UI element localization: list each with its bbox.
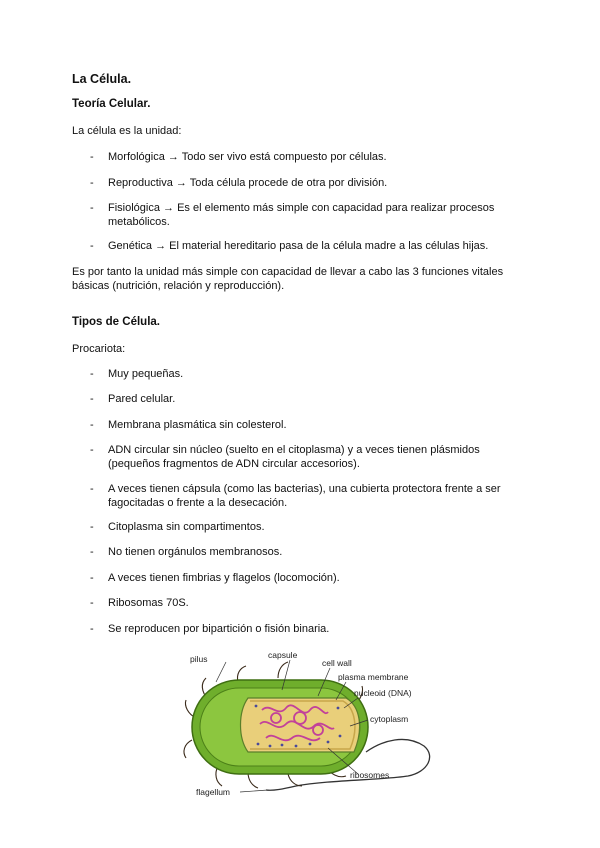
- list-marker: -: [90, 368, 94, 380]
- list-marker: -: [90, 521, 94, 533]
- section-heading-teoria: Teoría Celular.: [72, 98, 151, 110]
- label-flagellum: flagellum: [196, 787, 231, 797]
- list-item-text: Pared celular.: [108, 393, 176, 405]
- list-item-text: No tienen orgánulos membranosos.: [108, 546, 283, 558]
- list-marker: -: [90, 202, 94, 214]
- label-capsule: capsule: [268, 650, 298, 660]
- list-marker: -: [90, 393, 94, 405]
- label-ribosomes: ribosomes: [350, 770, 390, 780]
- list-marker: -: [90, 419, 94, 431]
- intro-text: La célula es la unidad:: [72, 125, 182, 137]
- list-marker: -: [90, 151, 94, 163]
- list-item-text: ADN circular sin núcleo (suelto en el citoplasma) y a veces tienen plásmidos (pequeños fragmentos de ADN circular accesorios).: [108, 444, 480, 470]
- list-item-text: Membrana plasmática sin colesterol.: [108, 419, 287, 431]
- label-nucleoid: nucleoid (DNA): [354, 688, 412, 698]
- list-item-text: Ribosomas 70S.: [108, 597, 189, 609]
- list-marker: -: [90, 546, 94, 558]
- list-marker: -: [90, 572, 94, 584]
- subheading-procariota: Procariota:: [72, 343, 126, 355]
- list-marker: -: [90, 623, 94, 635]
- list-item-text: Morfológica → Todo ser vivo está compuesto por células.: [108, 151, 387, 163]
- label-cytoplasm: cytoplasm: [370, 714, 409, 724]
- list-marker: -: [90, 597, 94, 609]
- list-marker: -: [90, 240, 94, 252]
- label-pilus: pilus: [190, 654, 208, 664]
- list-marker: -: [90, 177, 94, 189]
- list-item-text: Genética → El material hereditario pasa de la célula madre a las células hijas.: [108, 240, 489, 252]
- list-marker: -: [90, 444, 94, 456]
- list-item-text: A veces tienen fimbrias y flagelos (locomoción).: [108, 572, 340, 584]
- list-item-text: Fisiológica → Es el elemento más simple con capacidad para realizar procesos metabólicos.: [108, 202, 495, 228]
- conclusion-text: Es por tanto la unidad más simple con capacidad de llevar a cabo las 3 funciones vitales básicas (nutrición, relación y reproducción).: [72, 266, 504, 292]
- list-item-text: A veces tienen cápsula (como las bacterias), una cubierta protectora frente a ser fagocitadas o frente a la desecación.: [108, 483, 501, 509]
- prokaryote-cell-diagram: [178, 648, 438, 803]
- list-item-text: Reproductiva → Toda célula procede de otra por división.: [108, 177, 388, 189]
- document-title: La Célula.: [72, 72, 132, 86]
- list-item-text: Muy pequeñas.: [108, 368, 184, 380]
- section-heading-tipos: Tipos de Célula.: [72, 316, 160, 328]
- list-item-text: Citoplasma sin compartimentos.: [108, 521, 265, 533]
- label-cell-wall: cell wall: [322, 658, 352, 668]
- list-item-text: Se reproducen por bipartición o fisión binaria.: [108, 623, 330, 635]
- list-marker: -: [90, 483, 94, 495]
- label-plasma-membrane: plasma membrane: [338, 672, 409, 682]
